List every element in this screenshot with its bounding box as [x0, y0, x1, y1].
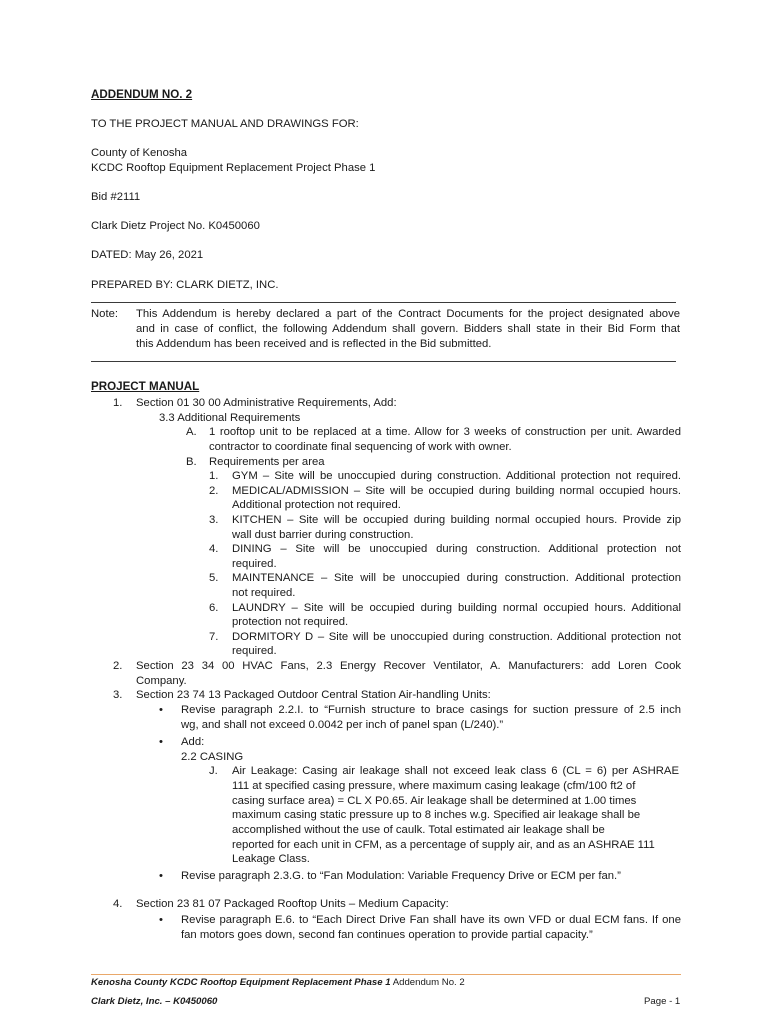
item-3-bullet-1-line-2: wg, and shall not exceed 0.0042 per inch of panel span (L/240).”: [181, 719, 504, 731]
item-2-line-1: Section 23 34 00 HVAC Fans, 2.3 Energy Recover Ventilator, A. Manufacturers: add Loren Cook: [136, 660, 681, 672]
item-1-number: 1.: [113, 397, 123, 409]
item-2-number: 2.: [113, 660, 123, 672]
section-title: PROJECT MANUAL: [91, 380, 200, 393]
page-number: Page - 1: [644, 996, 681, 1007]
bullet-icon: •: [159, 870, 163, 882]
area-4-line-2: required.: [232, 558, 277, 570]
casing-j-line-1: Air Leakage: Casing air leakage shall not exceed leak class 6 (CL = 6) per ASHRAE: [232, 765, 679, 777]
area-2-number: 2.: [209, 485, 219, 497]
casing-j-line-6: reported for each unit in CFM, as a percentage of supply air, and as an ASHRAE 111: [232, 839, 655, 851]
footer-title-bold: Kenosha County KCDC Rooftop Equipment Replacement Phase 1: [91, 977, 391, 988]
casing-j-line-2: 111 at specified casing pressure, where maximum casing leakage (cfm/100 ft2 of: [232, 780, 636, 792]
casing-heading: 2.2 CASING: [181, 751, 244, 763]
casing-j-line-7: Leakage Class.: [232, 853, 310, 865]
item-1a-line-2: contractor to coordinate final sequencing of work with owner.: [209, 441, 512, 453]
addendum-title: ADDENDUM NO. 2: [91, 88, 193, 101]
area-1-number: 1.: [209, 470, 219, 482]
area-3-line-2: wall dust barrier during construction.: [232, 529, 414, 541]
area-6-line-2: protection not required.: [232, 616, 349, 628]
divider-top: [91, 302, 676, 303]
item-3-bullet-3: Revise paragraph 2.3.G. to “Fan Modulation: Variable Frequency Drive or ECM per fan.”: [181, 870, 621, 882]
owner-name: County of Kenosha: [91, 147, 188, 159]
item-1-text: Section 01 30 00 Administrative Requirements, Add:: [136, 397, 397, 409]
item-4-bullet-1-line-2: fan motors goes down, second fan continues operation to provide partial capacity.”: [181, 929, 593, 941]
note-line-3: this Addendum has been received and is reflected in the Bid submitted.: [136, 338, 492, 350]
item-1-subheading: 3.3 Additional Requirements: [159, 412, 301, 424]
prepared-by: PREPARED BY: CLARK DIETZ, INC.: [91, 279, 279, 291]
area-7-line-1: DORMITORY D – Site will be unoccupied during construction. Additional protection not: [232, 631, 681, 643]
casing-j-line-4: maximum casing static pressure up to 8 inches w.g. Specified air leakage shall be: [232, 809, 641, 821]
area-3-line-1: KITCHEN – Site will be occupied during building normal occupied hours. Provide zip: [232, 514, 681, 526]
project-name: KCDC Rooftop Equipment Replacement Project Phase 1: [91, 162, 376, 174]
area-6-line-1: LAUNDRY – Site will be occupied during building normal occupied hours. Additional: [232, 602, 681, 614]
item-3-text: Section 23 74 13 Packaged Outdoor Central Station Air-handling Units:: [136, 689, 491, 701]
bid-number: Bid #2111: [91, 191, 141, 203]
item-3-number: 3.: [113, 689, 123, 701]
area-6-number: 6.: [209, 602, 219, 614]
item-1b-text: Requirements per area: [209, 456, 325, 468]
item-3-bullet-1-line-1: Revise paragraph 2.2.I. to “Furnish structure to brace casings for suction pressure of 2.5 inch: [181, 704, 681, 716]
casing-j-label: J.: [209, 765, 218, 777]
item-2-line-2: Company.: [136, 675, 187, 687]
item-1b-label: B.: [186, 456, 197, 468]
note-label: Note:: [91, 308, 119, 320]
area-2-line-1: MEDICAL/ADMISSION – Site will be occupied during building normal occupied hours.: [232, 485, 681, 497]
item-4-text: Section 23 81 07 Packaged Rooftop Units – Medium Capacity:: [136, 898, 449, 910]
divider-bottom: [91, 361, 676, 362]
area-4-number: 4.: [209, 543, 219, 555]
casing-j-line-3: casing surface area) = CL X P0.65. Air leakage shall be determined at 1.00 times: [232, 795, 637, 807]
note-line-1: This Addendum is hereby declared a part of the Contract Documents for the project designated above: [136, 308, 680, 320]
item-4-number: 4.: [113, 898, 123, 910]
footer-title: [91, 976, 465, 991]
area-4-line-1: DINING – Site will be unoccupied during construction. Additional protection not: [232, 543, 681, 555]
area-5-line-2: not required.: [232, 587, 296, 599]
area-1-line-1: GYM – Site will be unoccupied during construction. Additional protection not required.: [232, 470, 681, 482]
footer-title-regular: Addendum No. 2: [390, 977, 465, 988]
item-1a-line-1: 1 rooftop unit to be replaced at a time. Allow for 3 weeks of construction per unit. Awarded: [209, 426, 681, 438]
footer-company: Clark Dietz, Inc. – K0450060: [91, 996, 218, 1007]
area-3-number: 3.: [209, 514, 219, 526]
project-number: Clark Dietz Project No. K0450060: [91, 220, 260, 232]
casing-j-line-5: accomplished without the use of caulk. Total estimated air leakage shall be: [232, 824, 605, 836]
bullet-icon: •: [159, 704, 163, 716]
area-5-line-1: MAINTENANCE – Site will be unoccupied during construction. Additional protection: [232, 572, 681, 584]
footer-divider: [91, 974, 681, 975]
area-7-line-2: required.: [232, 645, 277, 657]
note-line-2: and in case of conflict, the following Addendum shall govern. Bidders shall state in their Bid Form that: [136, 323, 680, 335]
dated: DATED: May 26, 2021: [91, 249, 204, 261]
area-5-number: 5.: [209, 572, 219, 584]
area-2-line-2: Additional protection not required.: [232, 499, 401, 511]
to-line: TO THE PROJECT MANUAL AND DRAWINGS FOR:: [91, 118, 359, 130]
item-4-bullet-1-line-1: Revise paragraph E.6. to “Each Direct Drive Fan shall have its own VFD or dual ECM fans. If one: [181, 914, 681, 926]
item-1a-label: A.: [186, 426, 197, 438]
bullet-icon: •: [159, 914, 163, 926]
item-3-bullet-2: Add:: [181, 736, 205, 748]
area-7-number: 7.: [209, 631, 219, 643]
bullet-icon: •: [159, 736, 163, 748]
